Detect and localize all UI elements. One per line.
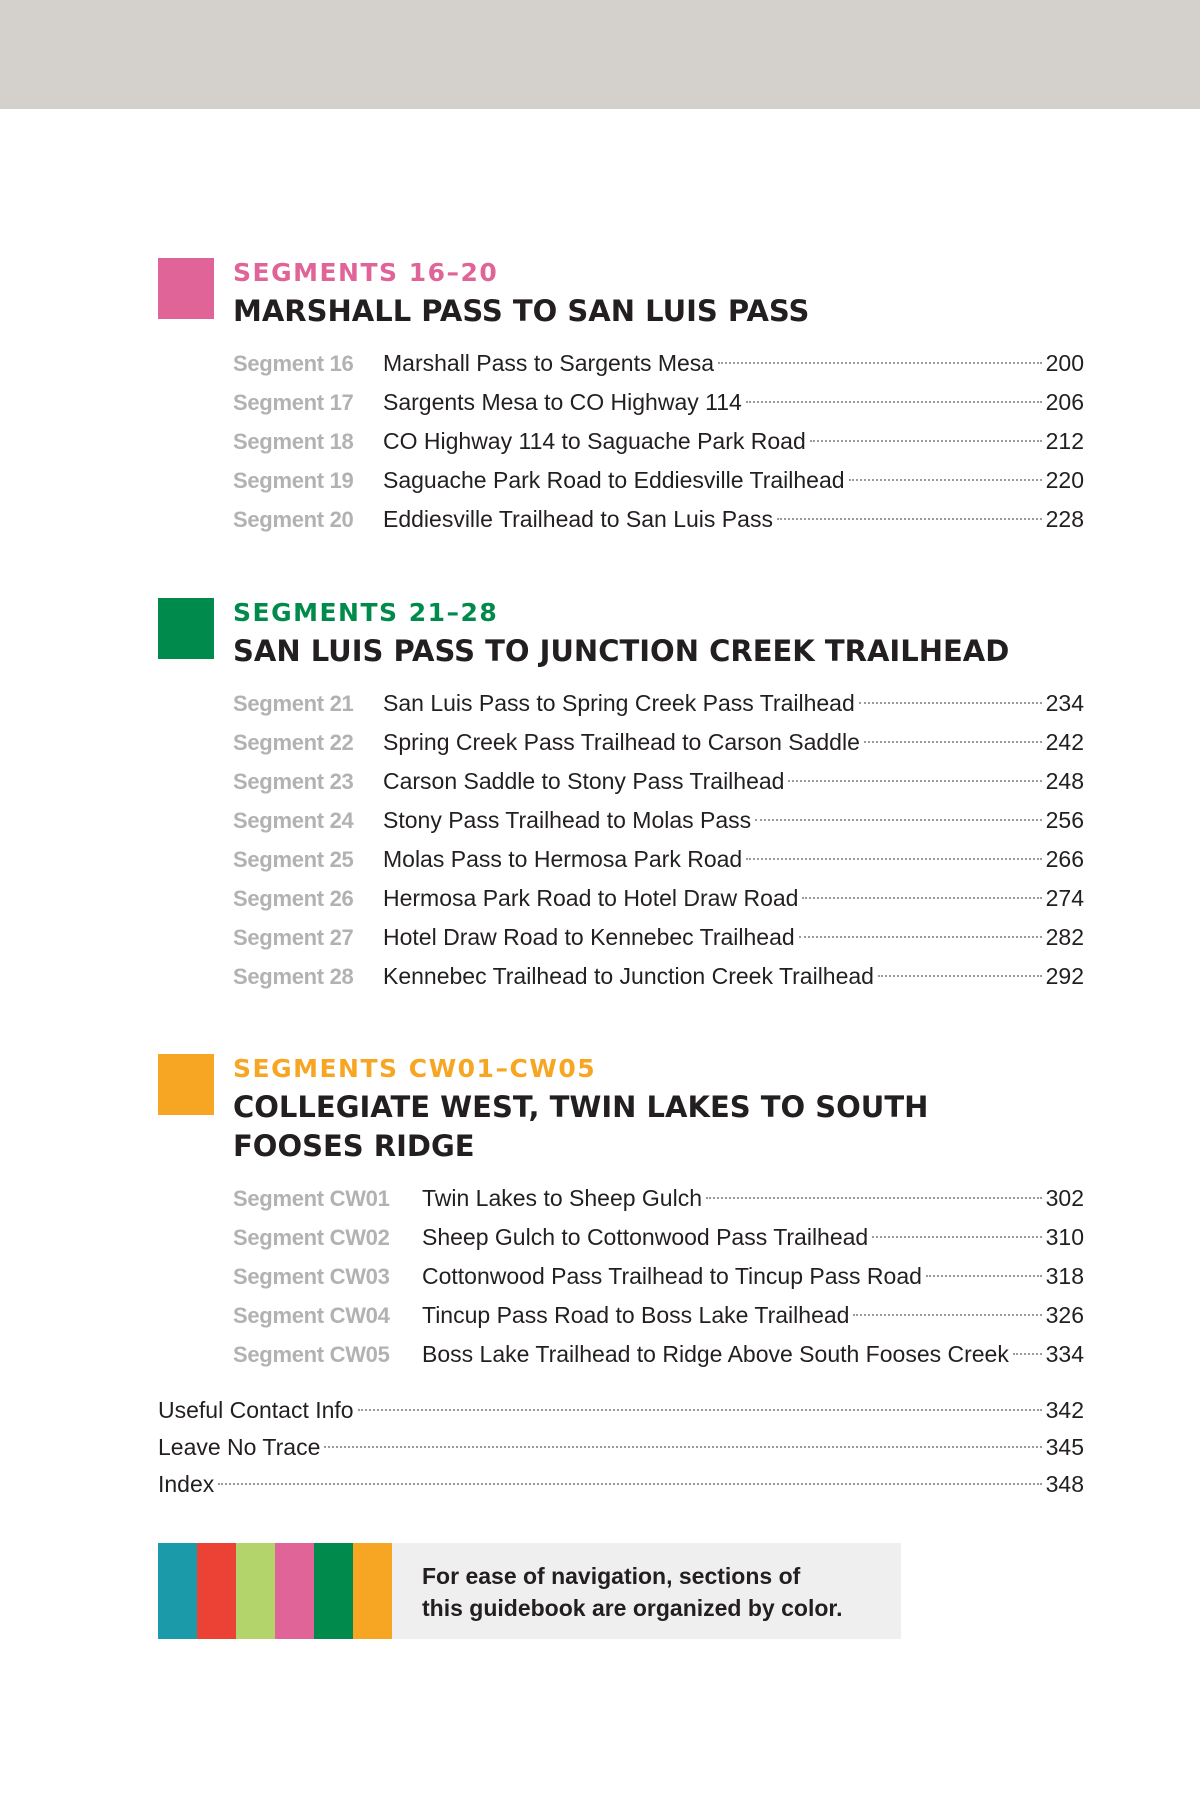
segment-title: Molas Pass to Hermosa Park Road (383, 846, 743, 872)
segment-number: Segment 22 (233, 730, 354, 755)
entry-title: Useful Contact Info (158, 1397, 354, 1423)
page-number: 274 (1045, 885, 1084, 911)
segment-number: Segment 28 (233, 964, 354, 989)
section-segments-16-20 (158, 258, 1084, 539)
section-color-swatch (158, 1054, 214, 1115)
color-strip (236, 1543, 275, 1639)
segment-title: San Luis Pass to Spring Creek Pass Trailhead (383, 690, 855, 716)
dot-leader (706, 1197, 1042, 1199)
dot-leader (799, 936, 1042, 938)
segment-number: Segment 19 (233, 468, 354, 493)
page-number: 266 (1045, 846, 1084, 872)
segment-title: Kennebec Trailhead to Junction Creek Trailhead (383, 963, 874, 989)
section-label: SEGMENTS 21–28 (233, 598, 499, 627)
page-number: 310 (1045, 1224, 1084, 1250)
section-title: MARSHALL PASS TO SAN LUIS PASS (233, 294, 810, 328)
section-color-swatch (158, 258, 214, 319)
legend-text (422, 1560, 882, 1624)
dot-leader (878, 975, 1042, 977)
toc-entry[interactable] (233, 684, 1084, 723)
color-strips (158, 1543, 392, 1639)
toc-entry[interactable] (233, 918, 1084, 957)
dot-leader (1013, 1353, 1042, 1355)
page-number: 302 (1045, 1185, 1084, 1211)
toc-extras (158, 1392, 1084, 1503)
segment-number: Segment CW05 (233, 1342, 390, 1367)
toc-entry-leave-no-trace[interactable] (158, 1429, 1084, 1466)
dot-leader (872, 1236, 1041, 1238)
segment-number: Segment 20 (233, 507, 354, 532)
toc-entry-useful-contact-info[interactable] (158, 1392, 1084, 1429)
color-strip (275, 1543, 314, 1639)
page-number: 326 (1045, 1302, 1084, 1328)
color-strip (314, 1543, 353, 1639)
segment-title: Spring Creek Pass Trailhead to Carson Saddle (383, 729, 860, 755)
toc-entry[interactable] (233, 1179, 1084, 1218)
section-title (233, 1088, 1084, 1166)
segment-number: Segment 24 (233, 808, 354, 833)
toc-entry[interactable] (233, 1296, 1084, 1335)
top-banner (0, 0, 1200, 109)
toc-entry-index[interactable] (158, 1466, 1084, 1503)
segment-title: Sheep Gulch to Cottonwood Pass Trailhead (422, 1224, 869, 1250)
toc-entry[interactable] (233, 383, 1084, 422)
segment-title: Sargents Mesa to CO Highway 114 (383, 389, 742, 415)
page-number: 348 (1045, 1471, 1084, 1497)
dot-leader (755, 819, 1041, 821)
page-number: 220 (1045, 467, 1084, 493)
page-number: 282 (1045, 924, 1084, 950)
segment-title: Cottonwood Pass Trailhead to Tincup Pass Road (422, 1263, 922, 1289)
segment-title: Eddiesville Trailhead to San Luis Pass (383, 506, 773, 532)
entry-title: Index (158, 1471, 215, 1497)
entry-title: Leave No Trace (158, 1434, 321, 1460)
dot-leader (718, 362, 1042, 364)
segment-number: Segment 18 (233, 429, 354, 454)
segment-number: Segment 25 (233, 847, 354, 872)
toc-entry[interactable] (233, 801, 1084, 840)
page-number: 242 (1045, 729, 1084, 755)
section-title-line: COLLEGIATE WEST, TWIN LAKES TO SOUTH (233, 1090, 929, 1124)
dot-leader (788, 780, 1041, 782)
segment-title: Stony Pass Trailhead to Molas Pass (383, 807, 752, 833)
segment-title: Twin Lakes to Sheep Gulch (422, 1185, 702, 1211)
page-number: 292 (1045, 963, 1084, 989)
dot-leader (218, 1483, 1041, 1485)
toc-entry[interactable] (233, 461, 1084, 500)
page-number: 200 (1045, 350, 1084, 376)
page-number: 318 (1045, 1263, 1084, 1289)
toc-entry[interactable] (233, 1257, 1084, 1296)
page-number: 206 (1045, 389, 1084, 415)
segment-title: Hermosa Park Road to Hotel Draw Road (383, 885, 799, 911)
segment-number: Segment CW01 (233, 1186, 390, 1211)
section-label: SEGMENTS CW01–CW05 (233, 1054, 597, 1083)
segment-title: Boss Lake Trailhead to Ridge Above South Fooses Creek (422, 1341, 1009, 1367)
dot-leader (864, 741, 1042, 743)
segment-number: Segment 26 (233, 886, 354, 911)
section-title-line: FOOSES RIDGE (233, 1129, 475, 1163)
toc-entry[interactable] (233, 1335, 1084, 1374)
toc-entry[interactable] (233, 762, 1084, 801)
dot-leader (849, 479, 1042, 481)
page-number: 212 (1045, 428, 1084, 454)
legend-line: this guidebook are organized by color. (422, 1595, 843, 1621)
dot-leader (853, 1314, 1041, 1316)
toc-entry[interactable] (233, 500, 1084, 539)
segment-title: Marshall Pass to Sargents Mesa (383, 350, 715, 376)
toc-entry[interactable] (233, 344, 1084, 383)
page-number: 234 (1045, 690, 1084, 716)
section-label: SEGMENTS 16–20 (233, 258, 499, 287)
dot-leader (859, 702, 1042, 704)
segment-number: Segment CW03 (233, 1264, 390, 1289)
dot-leader (810, 440, 1042, 442)
toc-entry[interactable] (233, 840, 1084, 879)
segment-number: Segment 27 (233, 925, 354, 950)
color-strip (353, 1543, 392, 1639)
segment-number: Segment 17 (233, 390, 354, 415)
toc-entry[interactable] (233, 957, 1084, 996)
page-number: 228 (1045, 506, 1084, 532)
segment-title: Tincup Pass Road to Boss Lake Trailhead (422, 1302, 850, 1328)
toc-entry[interactable] (233, 1218, 1084, 1257)
color-strip (197, 1543, 236, 1639)
segment-number: Segment CW04 (233, 1303, 390, 1328)
page-number: 334 (1045, 1341, 1084, 1367)
section-color-swatch (158, 598, 214, 659)
page-number: 342 (1045, 1397, 1084, 1423)
segment-title: Carson Saddle to Stony Pass Trailhead (383, 768, 785, 794)
toc-entry[interactable] (233, 723, 1084, 762)
color-legend (158, 1543, 901, 1639)
segment-number: Segment 21 (233, 691, 354, 716)
dot-leader (802, 897, 1041, 899)
section-title: SAN LUIS PASS TO JUNCTION CREEK TRAILHEAD (233, 634, 1010, 668)
dot-leader (746, 401, 1042, 403)
section-segments-cw01-cw05 (158, 1054, 1084, 1374)
dot-leader (926, 1275, 1042, 1277)
segment-number: Segment CW02 (233, 1225, 390, 1250)
color-strip (158, 1543, 197, 1639)
legend-line: For ease of navigation, sections of (422, 1563, 801, 1589)
dot-leader (777, 518, 1042, 520)
dot-leader (324, 1446, 1041, 1448)
page-number: 248 (1045, 768, 1084, 794)
segment-title: CO Highway 114 to Saguache Park Road (383, 428, 806, 454)
segment-number: Segment 16 (233, 351, 354, 376)
dot-leader (358, 1409, 1042, 1411)
dot-leader (746, 858, 1041, 860)
page-number: 256 (1045, 807, 1084, 833)
segment-title: Saguache Park Road to Eddiesville Trailhead (383, 467, 845, 493)
page-number: 345 (1045, 1434, 1084, 1460)
toc-entry[interactable] (233, 422, 1084, 461)
section-segments-21-28 (158, 598, 1084, 996)
toc-entry[interactable] (233, 879, 1084, 918)
segment-number: Segment 23 (233, 769, 354, 794)
segment-title: Hotel Draw Road to Kennebec Trailhead (383, 924, 795, 950)
